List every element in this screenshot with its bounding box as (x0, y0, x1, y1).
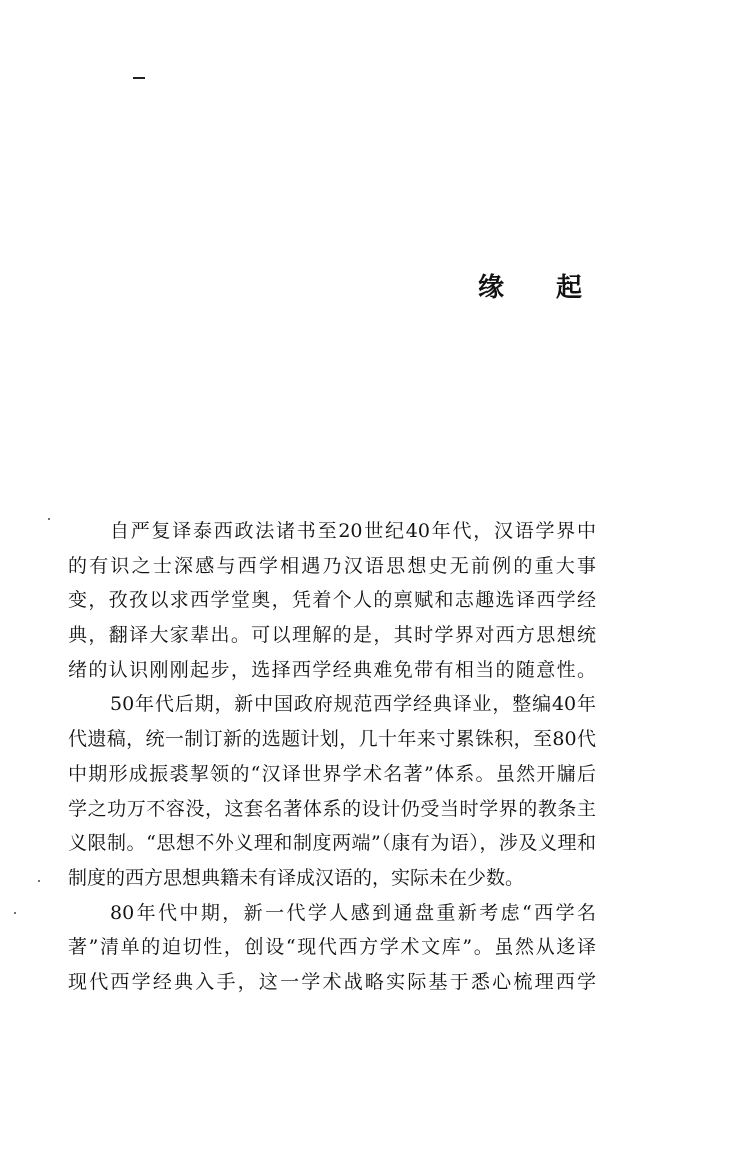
text-line: 学之功万不容没，这套名著体系的设计仍受当时学界的教条主 (68, 797, 596, 820)
text-line: 代遗稿，统一制订新的选题计划，几十年来寸累铢积，至80代 (68, 728, 596, 751)
text-line: 制度的西方思想典籍未有译成汉语的，实际未在少数。 (68, 866, 525, 889)
paragraph (68, 896, 596, 1000)
text-line: 50年代后期，新中国政府规范西学经典译业，整编40年 (110, 693, 596, 716)
text-line: 变，孜孜以求西学堂奥，凭着个人的禀赋和志趣选译西学经 (68, 589, 596, 612)
text-line: 中期形成振裘挈领的“汉译世界学术名著”体系。虽然开牖后 (68, 762, 596, 785)
print-speck (14, 912, 16, 914)
print-speck (48, 518, 50, 520)
paragraph (68, 687, 596, 895)
text-line: 义限制。“思想不外义理和制度两端”（康有为语），涉及义理和 (68, 832, 596, 855)
paragraph (68, 514, 596, 687)
text-line: 著”清单的迫切性，创设“现代西方学术文库”。虽然从迻译 (68, 936, 596, 959)
heading-char-2: 起 (556, 273, 583, 303)
body-text (68, 514, 596, 1000)
print-speck (38, 880, 40, 882)
text-line: 典，翻译大家辈出。可以理解的是，其时学界对西方思想统 (68, 624, 596, 647)
text-line: 80年代中期，新一代学人感到通盘重新考虑“西学名 (110, 901, 596, 924)
chapter-heading (478, 267, 582, 304)
text-line: 现代西学经典入手，这一学术战略实际基于悉心梳理西学 (68, 970, 596, 993)
text-line: 的有识之士深感与西学相遇乃汉语思想史无前例的重大事 (68, 554, 596, 577)
heading-char-1: 缘 (478, 273, 505, 303)
text-line: 自严复译泰西政法诸书至20世纪40年代，汉语学界中 (110, 520, 596, 542)
text-line: 绪的认识刚刚起步，选择西学经典难免带有相当的随意性。 (68, 658, 596, 681)
print-mark (133, 77, 145, 79)
